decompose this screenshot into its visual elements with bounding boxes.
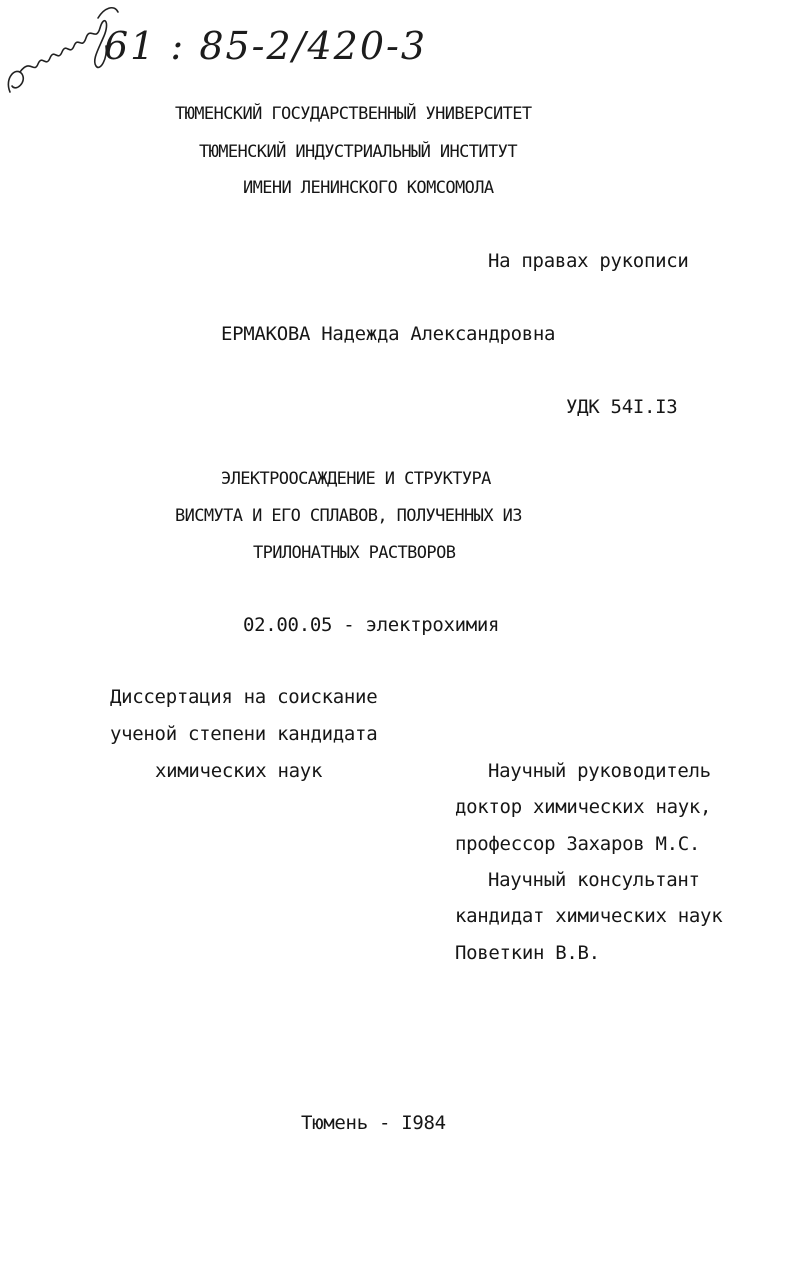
title-line-1: ЭЛЕКТРООСАЖДЕНИЕ И СТРУКТУРА [221, 469, 491, 489]
supervisor-role: Научный руководитель [488, 760, 711, 782]
supervisor-name: профессор Захаров М.С. [455, 833, 701, 855]
consultant-name: Поветкин В.В. [455, 942, 600, 964]
dissertation-line-2: ученой степени кандидата [110, 723, 378, 745]
supervisor-degree: доктор химических наук, [455, 796, 712, 818]
institute-name: ТЮМЕНСКИЙ ИНДУСТРИАЛЬНЫЙ ИНСТИТУТ [199, 142, 517, 162]
specialty-code: 02.00.05 - электрохимия [243, 614, 500, 636]
city-year: Тюмень - I984 [301, 1112, 446, 1134]
university-name: ТЮМЕНСКИЙ ГОСУДАРСТВЕННЫЙ УНИВЕРСИТЕТ [175, 104, 532, 124]
author-name: ЕРМАКОВА Надежда Александровна [221, 323, 556, 345]
institute-named-after: ИМЕНИ ЛЕНИНСКОГО КОМСОМОЛА [243, 178, 494, 198]
dissertation-line-1: Диссертация на соискание [110, 686, 378, 708]
dissertation-line-3: химических наук [155, 760, 323, 782]
title-line-2: ВИСМУТА И ЕГО СПЛАВОВ, ПОЛУЧЕННЫХ ИЗ [175, 506, 522, 526]
consultant-role: Научный консультант [488, 869, 700, 891]
archive-number: 61 : 85-2/420-3 [104, 24, 428, 68]
consultant-degree: кандидат химических наук [455, 905, 723, 927]
manuscript-rights-note: На правах рукописи [488, 250, 689, 272]
title-line-3: ТРИЛОНАТНЫХ РАСТВОРОВ [253, 543, 456, 563]
udc-code: УДК 54I.I3 [566, 396, 678, 418]
